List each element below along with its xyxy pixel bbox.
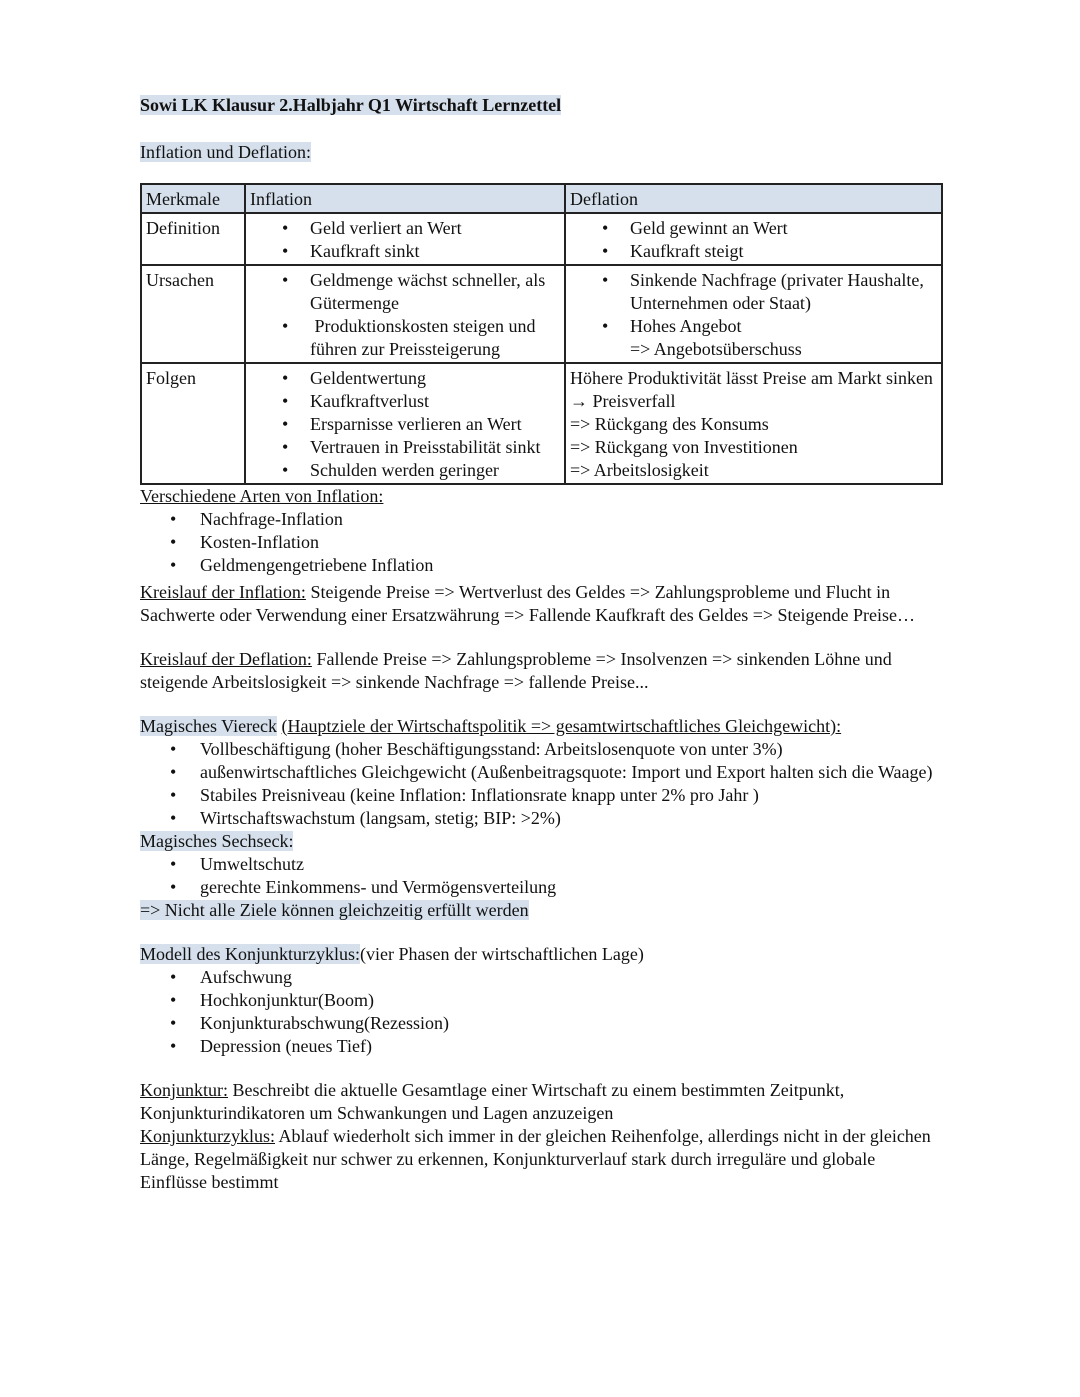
section-heading-sechseck: Magisches Sechseck:	[140, 831, 294, 851]
paragraph-konjunktur: Konjunktur: Beschreibt die aktuelle Gesamtlage einer Wirtschaft zu einem bestimmten Zeitpunkt, Konjunkturindikatoren um Schwankungen und Lagen anzuzeigen	[140, 1080, 845, 1123]
document-page	[140, 90, 940, 1194]
table-header-cell: Inflation	[245, 184, 565, 213]
list-item: • Geld gewinnt an Wert	[570, 217, 937, 240]
row-label: Definition	[141, 213, 245, 265]
arten-list	[140, 508, 940, 577]
konjunktur-phasen-list	[140, 966, 940, 1058]
table-cell	[245, 363, 565, 484]
list-item: • Produktionskosten steigen und führen zur Preissteigerung	[250, 315, 560, 361]
table-row	[141, 213, 942, 265]
list-item: • Stabiles Preisniveau (keine Inflation: Inflationsrate knapp unter 2% pro Jahr )	[140, 784, 940, 807]
text-line: => Arbeitslosigkeit	[570, 460, 709, 480]
list-item: • Hochkonjunktur(Boom)	[140, 989, 940, 1012]
list-item: • Sinkende Nachfrage (privater Haushalte, Unternehmen oder Staat)	[570, 269, 937, 315]
comparison-table	[140, 183, 943, 485]
table-header-row	[141, 184, 942, 213]
list-item: • Vertrauen in Preisstabilität sinkt	[250, 436, 560, 459]
section-heading-arten: Verschiedene Arten von Inflation:	[140, 486, 384, 506]
continuation-line: => Angebotsüberschuss	[630, 339, 802, 359]
list-item: • Geld verliert an Wert	[250, 217, 560, 240]
list-item: • Nachfrage-Inflation	[140, 508, 940, 531]
list-item: • gerechte Einkommens- und Vermögensverteilung	[140, 876, 940, 899]
list-item: • Geldmenge wächst schneller, als Gütermenge	[250, 269, 560, 315]
row-label: Ursachen	[141, 265, 245, 363]
table-header-cell: Deflation	[565, 184, 942, 213]
list-item: • Schulden werden geringer	[250, 459, 560, 482]
viereck-list	[140, 738, 940, 830]
list-item: • Depression (neues Tief)	[140, 1035, 940, 1058]
list-item: • Aufschwung	[140, 966, 940, 989]
paragraph-kreislauf-deflation: Kreislauf der Deflation: Fallende Preise => Zahlungsprobleme => Insolvenzen => sinkenden Löhne und steigende Arbeitslosigkeit => sinkende Nachfrage => fallende Preise...	[140, 649, 892, 692]
list-item: • Kaufkraft steigt	[570, 240, 937, 263]
list-item: • Hohes Angebot	[570, 315, 937, 338]
list-item: • Kaufkraft sinkt	[250, 240, 560, 263]
text-line: => Rückgang von Investitionen	[570, 437, 798, 457]
table-row	[141, 265, 942, 363]
text-line: Höhere Produktivität lässt Preise am Markt sinken → Preisverfall	[570, 368, 933, 411]
list-item: • Wirtschaftswachstum (langsam, stetig; BIP: >2%)	[140, 807, 940, 830]
list-item: • Ersparnisse verlieren an Wert	[250, 413, 560, 436]
paragraph-kreislauf-inflation: Kreislauf der Inflation: Steigende Preise => Wertverlust des Geldes => Zahlungsprobleme und Flucht in Sachwerte oder Verwendung einer Ersatzwährung => Fallende Kaufkraft des Geldes => Steigende Preise…	[140, 582, 916, 625]
list-item: • Konjunkturabschwung(Rezession)	[140, 1012, 940, 1035]
paragraph-konjunkturzyklus: Konjunkturzyklus: Ablauf wiederholt sich immer in der gleichen Reihenfolge, allerdings nicht in der gleichen Länge, Regelmäßigkeit nur schwer zu erkennen, Konjunkturverlauf stark durch irreguläre und globale Einflüsse bestimmt	[140, 1126, 931, 1192]
section-heading-inflation: Inflation und Deflation:	[140, 142, 311, 162]
list-item: • außenwirtschaftliches Gleichgewicht (Außenbeitragsquote: Import und Export halten sich die Waage)	[140, 761, 940, 784]
list-item: • Vollbeschäftigung (hoher Beschäftigungsstand: Arbeitslosenquote von unter 3%)	[140, 738, 940, 761]
table-cell	[565, 363, 942, 484]
table-cell	[245, 213, 565, 265]
list-item: • Geldentwertung	[250, 367, 560, 390]
table-header-cell: Merkmale	[141, 184, 245, 213]
table-cell	[565, 213, 942, 265]
table-cell	[245, 265, 565, 363]
list-item: • Umweltschutz	[140, 853, 940, 876]
section-heading-viereck: Magisches Viereck (Hauptziele der Wirtschaftspolitik => gesamtwirtschaftliches Gleichgewicht):	[140, 716, 842, 736]
table-cell	[565, 265, 942, 363]
row-label: Folgen	[141, 363, 245, 484]
section-heading-konjunkturzyklus: Modell des Konjunkturzyklus:(vier Phasen der wirtschaftlichen Lage)	[140, 944, 644, 964]
sechseck-conclusion: => Nicht alle Ziele können gleichzeitig erfüllt werden	[140, 900, 529, 920]
list-item: • Geldmengengetriebene Inflation	[140, 554, 940, 577]
text-line: => Rückgang des Konsums	[570, 414, 769, 434]
sechseck-list	[140, 853, 940, 899]
document-title: Sowi LK Klausur 2.Halbjahr Q1 Wirtschaft Lernzettel	[140, 95, 562, 115]
list-item: • Kosten-Inflation	[140, 531, 940, 554]
table-row	[141, 363, 942, 484]
list-item: • Kaufkraftverlust	[250, 390, 560, 413]
